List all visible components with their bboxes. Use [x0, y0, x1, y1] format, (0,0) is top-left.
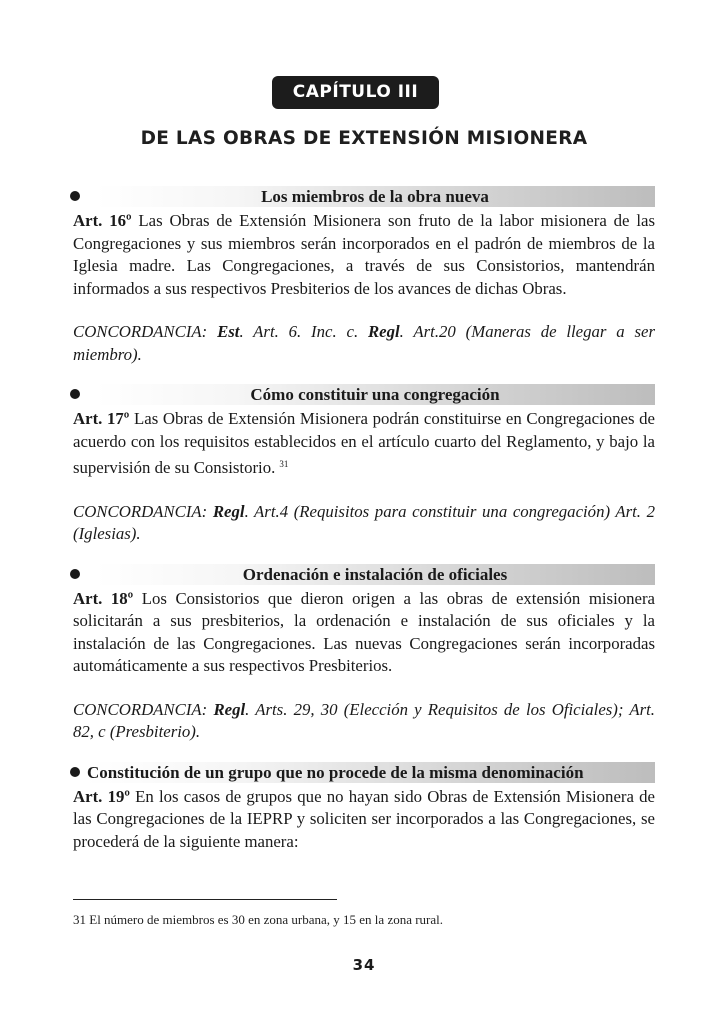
bullet-icon: [70, 191, 80, 201]
article-number: Art. 17º: [73, 409, 130, 428]
section-heading-text: Ordenación e instalación de oficiales: [242, 564, 508, 584]
footnote-reference: 31: [279, 459, 289, 469]
concordance-text: . Art.20 (Maneras de llegar a ser miembro).: [73, 322, 655, 364]
article-body: Las Obras de Extensión Misionera son fruto de la labor misionera de las Congregaciones y sus miembros serán incorporados en el padrón de miembros de la Iglesia madre. Las Congregaciones, a través de sus Consistorios, mantendrán informados a sus respectivos Presbiterios de los avances de dichas Obras.: [73, 211, 655, 298]
section-heading-2: [73, 384, 655, 406]
article-16: [73, 210, 655, 300]
footnote-divider: [73, 899, 337, 900]
article-body: Los Consistorios que dieron origen a las obras de extensión misionera solicitarán a sus presbiterios, la ordenación e instalación de sus oficiales y la instalación de las Congregaciones. Las nuevas Congregaciones serán incorporadas automáticamente a sus respectivos Presbiterios.: [73, 588, 655, 675]
concordance-text: . Arts. 29, 30 (Elección y Requisitos de los Oficiales); Art. 82, c (Presbiterio).: [73, 699, 655, 741]
section-heading-text: Cómo constituir una congregación: [250, 385, 500, 404]
concordance-ref: Est: [217, 322, 240, 341]
section-heading-text: Constitución de un grupo que no procede de la misma denominación: [87, 762, 584, 782]
article-body: Las Obras de Extensión Misionera podrán constituirse en Congregaciones de acuerdo con los requisitos establecidos en el artículo cuarto del Reglamento, y bajo la supervisión de su Consistorio.: [73, 409, 656, 477]
page-number: 34: [352, 956, 376, 974]
bullet-icon: [70, 569, 80, 579]
bullet-icon: [70, 767, 80, 777]
concordance-text: . Art. 6. Inc. c.: [239, 322, 368, 341]
article-17: [73, 408, 655, 480]
concordance-18: [73, 699, 655, 744]
article-19: [73, 786, 655, 854]
article-number: Art. 18º: [73, 588, 134, 608]
chapter-content: [73, 186, 655, 853]
section-heading-text: Los miembros de la obra nueva: [261, 187, 489, 206]
chapter-title: DE LAS OBRAS DE EXTENSIÓN MISIONERA: [140, 128, 588, 149]
article-18: [73, 588, 655, 678]
concordance-ref: Regl: [212, 501, 245, 521]
article-number: Art. 19º: [73, 786, 130, 806]
section-heading-1: [73, 186, 655, 208]
section-heading-3: [73, 564, 655, 586]
concordance-label: CONCORDANCIA:: [73, 501, 213, 521]
concordance-17: [73, 501, 655, 546]
article-body: En los casos de grupos que no hayan sido Obras de Extensión Misionera de las Congregaciones de la IEPRP y soliciten ser incorporados a las Congregaciones, se procederá de la siguiente manera:: [73, 786, 655, 851]
article-number: Art. 16º: [73, 211, 132, 230]
chapter-badge: CAPÍTULO III: [272, 76, 439, 109]
concordance-16: [73, 321, 655, 366]
section-heading-4: [73, 762, 655, 784]
concordance-ref: Regl: [213, 699, 246, 719]
concordance-label: CONCORDANCIA:: [73, 322, 218, 341]
concordance-ref: Regl: [367, 322, 400, 341]
concordance-label: CONCORDANCIA:: [73, 699, 214, 719]
concordance-text: . Art.4 (Requisitos para constituir una congregación) Art. 2 (Iglesias).: [73, 501, 655, 543]
footnote: 31 El número de miembros es 30 en zona urbana, y 15 en la zona rural.: [73, 912, 444, 927]
bullet-icon: [70, 389, 80, 399]
